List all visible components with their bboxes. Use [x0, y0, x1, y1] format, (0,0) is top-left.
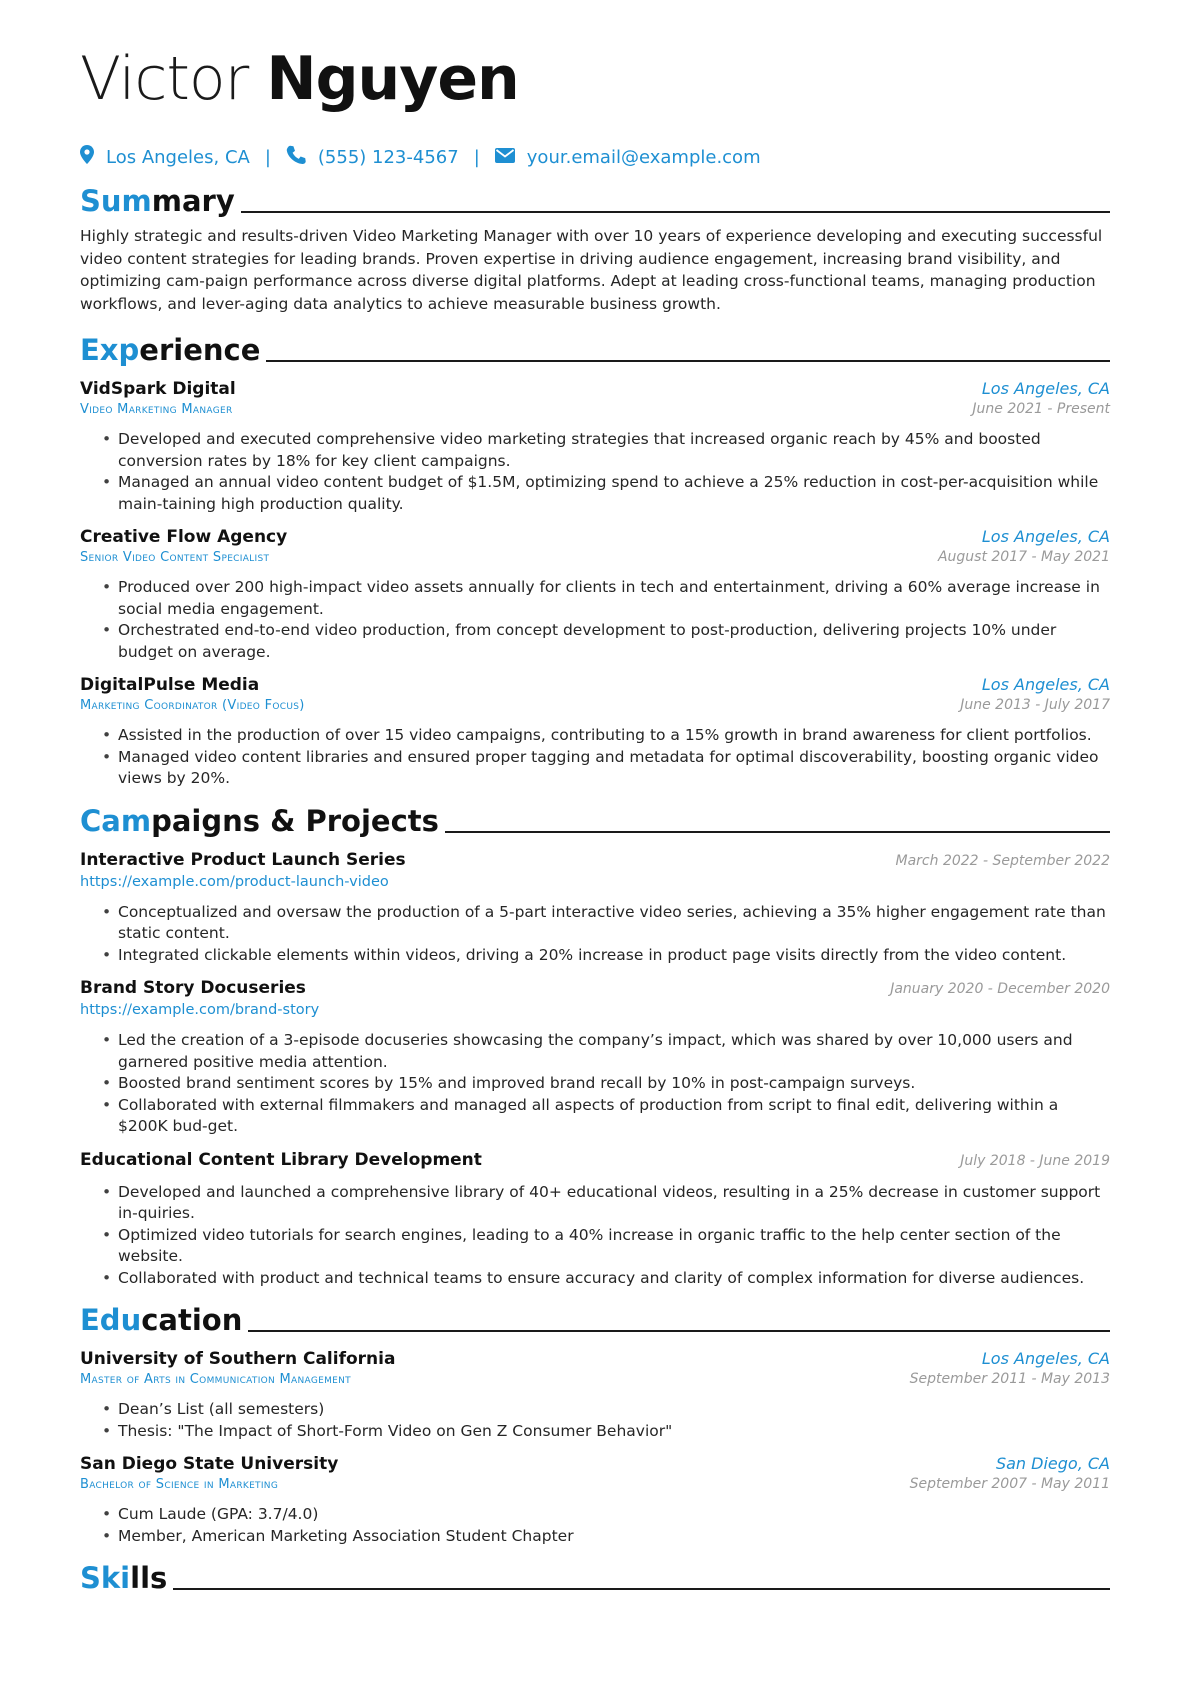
degree: Bachelor of Science in Marketing — [80, 1477, 279, 1492]
location-text: Los Angeles, CA — [106, 146, 250, 168]
summary-heading — [80, 180, 1110, 218]
bullet-list — [80, 577, 1110, 663]
education-entry — [80, 1349, 1110, 1442]
contact-phone[interactable] — [286, 145, 459, 170]
bullet-list — [80, 429, 1110, 515]
project-entry — [80, 850, 1110, 967]
map-marker-icon — [80, 145, 94, 169]
section-title: Campaigns & Projects — [80, 803, 439, 838]
entry-location: Los Angeles, CA — [981, 527, 1110, 546]
list-item: • Orchestrated end-to-end video production, from concept development to post-production, delivering projects 10% under budget on average. — [102, 620, 1110, 663]
project-title: Educational Content Library Development — [80, 1149, 482, 1170]
experience-entry — [80, 379, 1110, 515]
entry-dates: August 2017 - May 2021 — [937, 549, 1110, 565]
contact-bar — [80, 144, 1110, 170]
company-name: Creative Flow Agency — [80, 527, 288, 547]
section-title: Summary — [80, 184, 235, 218]
section-rule — [248, 1330, 1110, 1332]
section-rule — [241, 211, 1110, 213]
list-item: • Produced over 200 high-impact video assets annually for clients in tech and entertainment, driving a 60% average increase in social media engagement. — [102, 577, 1110, 620]
list-item: • Collaborated with product and technical teams to ensure accuracy and clarity of complex information for diverse audiences. — [102, 1268, 1110, 1290]
experience-entry — [80, 675, 1110, 790]
bullet-list — [80, 1182, 1110, 1290]
experience-entry — [80, 527, 1110, 663]
job-role: Marketing Coordinator (Video Focus) — [80, 698, 305, 713]
project-entry — [80, 1150, 1110, 1290]
list-item: • Thesis: "The Impact of Short-Form Video on Gen Z Consumer Behavior" — [102, 1421, 1110, 1443]
last-name: Nguyen — [266, 44, 519, 114]
school-name: University of Southern California — [80, 1349, 396, 1369]
contact-separator: | — [473, 146, 480, 168]
experience-heading — [80, 329, 1110, 367]
bullet-list — [80, 1030, 1110, 1138]
job-role: Video Marketing Manager — [80, 402, 233, 417]
bullet-list — [80, 1399, 1110, 1442]
list-item: • Collaborated with external filmmakers and managed all aspects of production from script to final edit, delivering within a $200K bud-get. — [102, 1095, 1110, 1138]
summary-text: Highly strategic and results-driven Video Marketing Manager with over 10 years of experience developing and executing successful video content strategies for leading brands. Proven expertise in driving audience engagement, increasing brand visibility, and optimizing cam-paign performance across diverse digital platforms. Adept at leading cross-functional teams, managing production workflows, and lever-aging data analytics to achieve measurable business growth. — [80, 227, 1103, 313]
list-item: • Conceptualized and oversaw the production of a 5-part interactive video series, achieving a 35% higher engagement rate than static content. — [102, 902, 1110, 945]
email-text: your.email@example.com — [526, 146, 761, 168]
bullet-list — [80, 725, 1110, 790]
list-item: • Managed an annual video content budget of $1.5M, optimizing spend to achieve a 25% reduction in cost-per-acquisition while main-taining high production quality. — [102, 472, 1110, 515]
section-title: Experience — [80, 333, 261, 367]
entry-dates: March 2022 - September 2022 — [895, 852, 1110, 869]
phone-icon — [286, 145, 306, 170]
first-name: Victor — [80, 44, 249, 114]
section-title: Skills — [80, 1561, 168, 1595]
section-rule — [266, 360, 1110, 362]
entry-dates: January 2020 - December 2020 — [890, 981, 1110, 997]
entry-location: Los Angeles, CA — [981, 675, 1110, 694]
entry-location: San Diego, CA — [995, 1454, 1110, 1473]
entry-dates: September 2007 - May 2011 — [909, 1476, 1110, 1492]
company-name: VidSpark Digital — [80, 379, 236, 399]
entry-dates: June 2021 - Present — [972, 401, 1110, 417]
contact-email[interactable] — [495, 147, 761, 168]
list-item: • Assisted in the production of over 15 video campaigns, contributing to a 15% growth in brand awareness for client portfolios. — [102, 725, 1110, 747]
list-item: • Cum Laude (GPA: 3.7/4.0) — [102, 1504, 1110, 1526]
list-item: • Managed video content libraries and ensured proper tagging and metadata for optimal discoverability, boosting organic video views by 20%. — [102, 747, 1110, 790]
project-title: Brand Story Docuseries — [80, 978, 306, 998]
bullet-list — [80, 902, 1110, 967]
skills-heading — [80, 1557, 1110, 1595]
list-item: • Boosted brand sentiment scores by 15% and improved brand recall by 10% in post-campaign surveys. — [102, 1073, 1110, 1095]
list-item: • Optimized video tutorials for search engines, leading to a 40% increase in organic traffic to the help center section of the website. — [102, 1225, 1110, 1268]
section-title: Education — [80, 1303, 243, 1337]
section-rule — [173, 1588, 1110, 1590]
list-item: • Developed and launched a comprehensive library of 40+ educational videos, resulting in a 25% decrease in customer support in-quiries. — [102, 1182, 1110, 1225]
list-item: • Member, American Marketing Association Student Chapter — [102, 1526, 1110, 1548]
list-item: • Developed and executed comprehensive video marketing strategies that increased organic reach by 45% and boosted conversion rates by 18% for key client campaigns. — [102, 429, 1110, 472]
contact-separator: | — [264, 146, 271, 168]
list-item: • Led the creation of a 3-episode docuseries showcasing the company’s impact, which was shared by over 10,000 users and garnered positive media attention. — [102, 1030, 1110, 1073]
project-link[interactable]: https://example.com/brand-story — [80, 1002, 320, 1018]
projects-heading — [80, 800, 1110, 838]
degree: Master of Arts in Communication Management — [80, 1372, 351, 1387]
education-heading — [80, 1299, 1110, 1337]
envelope-icon — [495, 147, 515, 168]
entry-dates: September 2011 - May 2013 — [909, 1371, 1110, 1387]
entry-location: Los Angeles, CA — [981, 1349, 1110, 1368]
entry-location: Los Angeles, CA — [981, 379, 1110, 398]
school-name: San Diego State University — [80, 1454, 339, 1474]
project-link[interactable]: https://example.com/product-launch-video — [80, 873, 389, 890]
list-item: • Integrated clickable elements within videos, driving a 20% increase in product page visits directly from the video content. — [102, 945, 1110, 967]
entry-dates: July 2018 - June 2019 — [960, 1152, 1110, 1169]
contact-location — [80, 145, 250, 169]
section-rule — [445, 831, 1110, 833]
bullet-list — [80, 1504, 1110, 1547]
list-item: • Dean’s List (all semesters) — [102, 1399, 1110, 1421]
entry-dates: June 2013 - July 2017 — [960, 697, 1110, 713]
company-name: DigitalPulse Media — [80, 675, 260, 695]
phone-text: (555) 123-4567 — [317, 146, 459, 168]
project-entry — [80, 978, 1110, 1138]
job-role: Senior Video Content Specialist — [80, 550, 270, 565]
education-entry — [80, 1454, 1110, 1547]
candidate-name — [80, 0, 1110, 118]
project-title: Interactive Product Launch Series — [80, 849, 406, 870]
